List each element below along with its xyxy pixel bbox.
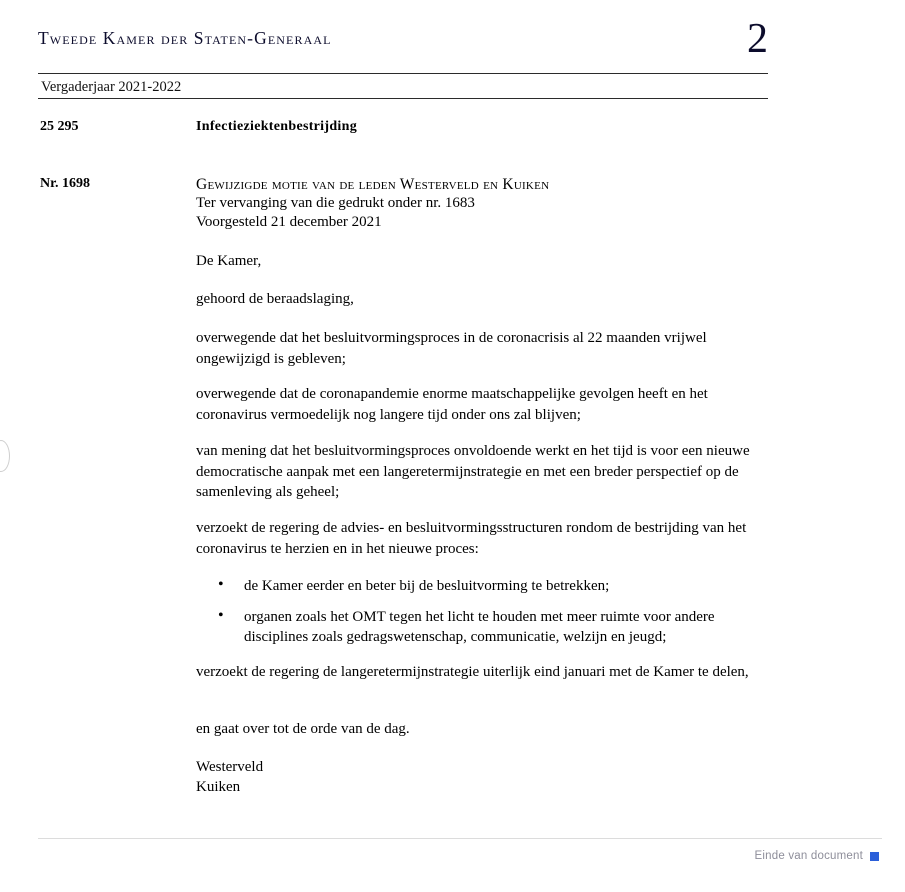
end-of-document-marker-icon	[870, 852, 879, 861]
paragraph-closing: en gaat over tot de orde van de dag.	[196, 721, 410, 737]
paragraph-heard: gehoord de beraadslaging,	[196, 291, 354, 307]
dossier-number: 25 295	[40, 119, 79, 134]
dossier-title: Infectieziektenbestrijding	[196, 119, 357, 134]
issue-number: 2	[747, 16, 768, 62]
paragraph-considering-1: overwegende dat het besluitvormingsproces in de coronacrisis al 22 maanden vrijwel ongewijzigd is gebleven;	[196, 330, 707, 367]
paragraph-request-2: verzoekt de regering de langeretermijnstrategie uiterlijk eind januari met de Kamer te delen,	[196, 664, 749, 680]
document-proposed-date: Voorgesteld 21 december 2021	[196, 214, 382, 230]
paragraph-request-1: verzoekt de regering de advies- en besluitvormingsstructuren rondom de bestrijding van het coronavirus te herzien en in het nieuwe proces:	[196, 520, 747, 557]
footer-divider	[38, 838, 882, 839]
document-replaces-note: Ter vervanging van die gedrukt onder nr. 1683	[196, 195, 475, 211]
signatory-first: Westerveld	[196, 759, 264, 775]
signatory-second: Kuiken	[196, 779, 241, 795]
paragraph-opinion: van mening dat het besluitvormingsproces onvoldoende werkt en het tijd is voor een nieuwe democratische aanpak met een langeretermijnstrategie en met een breder perspectief op de samenleving als geheel;	[196, 443, 750, 500]
paragraph-opening: De Kamer,	[196, 253, 262, 269]
end-of-document-label: Einde van document	[754, 850, 863, 862]
list-item: • organen zoals het OMT tegen het licht te houden met meer ruimte voor andere disciplines zoals gedragswetenschap, communicatie, welzijn en jeugd;	[196, 607, 762, 648]
document-number: Nr. 1698	[40, 176, 91, 191]
page-edge-handle[interactable]	[0, 440, 10, 472]
request-bullet-list	[196, 576, 762, 658]
list-item: • de Kamer eerder en beter bij de besluitvorming te betrekken;	[196, 576, 762, 597]
header-rule-top	[38, 73, 768, 74]
document-title: Gewijzigde motie van de leden Westerveld en Kuiken	[196, 176, 550, 193]
session-year: Vergaderjaar 2021-2022	[41, 79, 182, 95]
header-rule-bottom	[38, 98, 768, 99]
masthead-title: Tweede Kamer der Staten-Generaal	[38, 28, 332, 48]
paragraph-considering-2: overwegende dat de coronapandemie enorme maatschappelijke gevolgen heeft en het coronavirus vermoedelijk nog langere tijd onder ons zal blijven;	[196, 386, 708, 423]
